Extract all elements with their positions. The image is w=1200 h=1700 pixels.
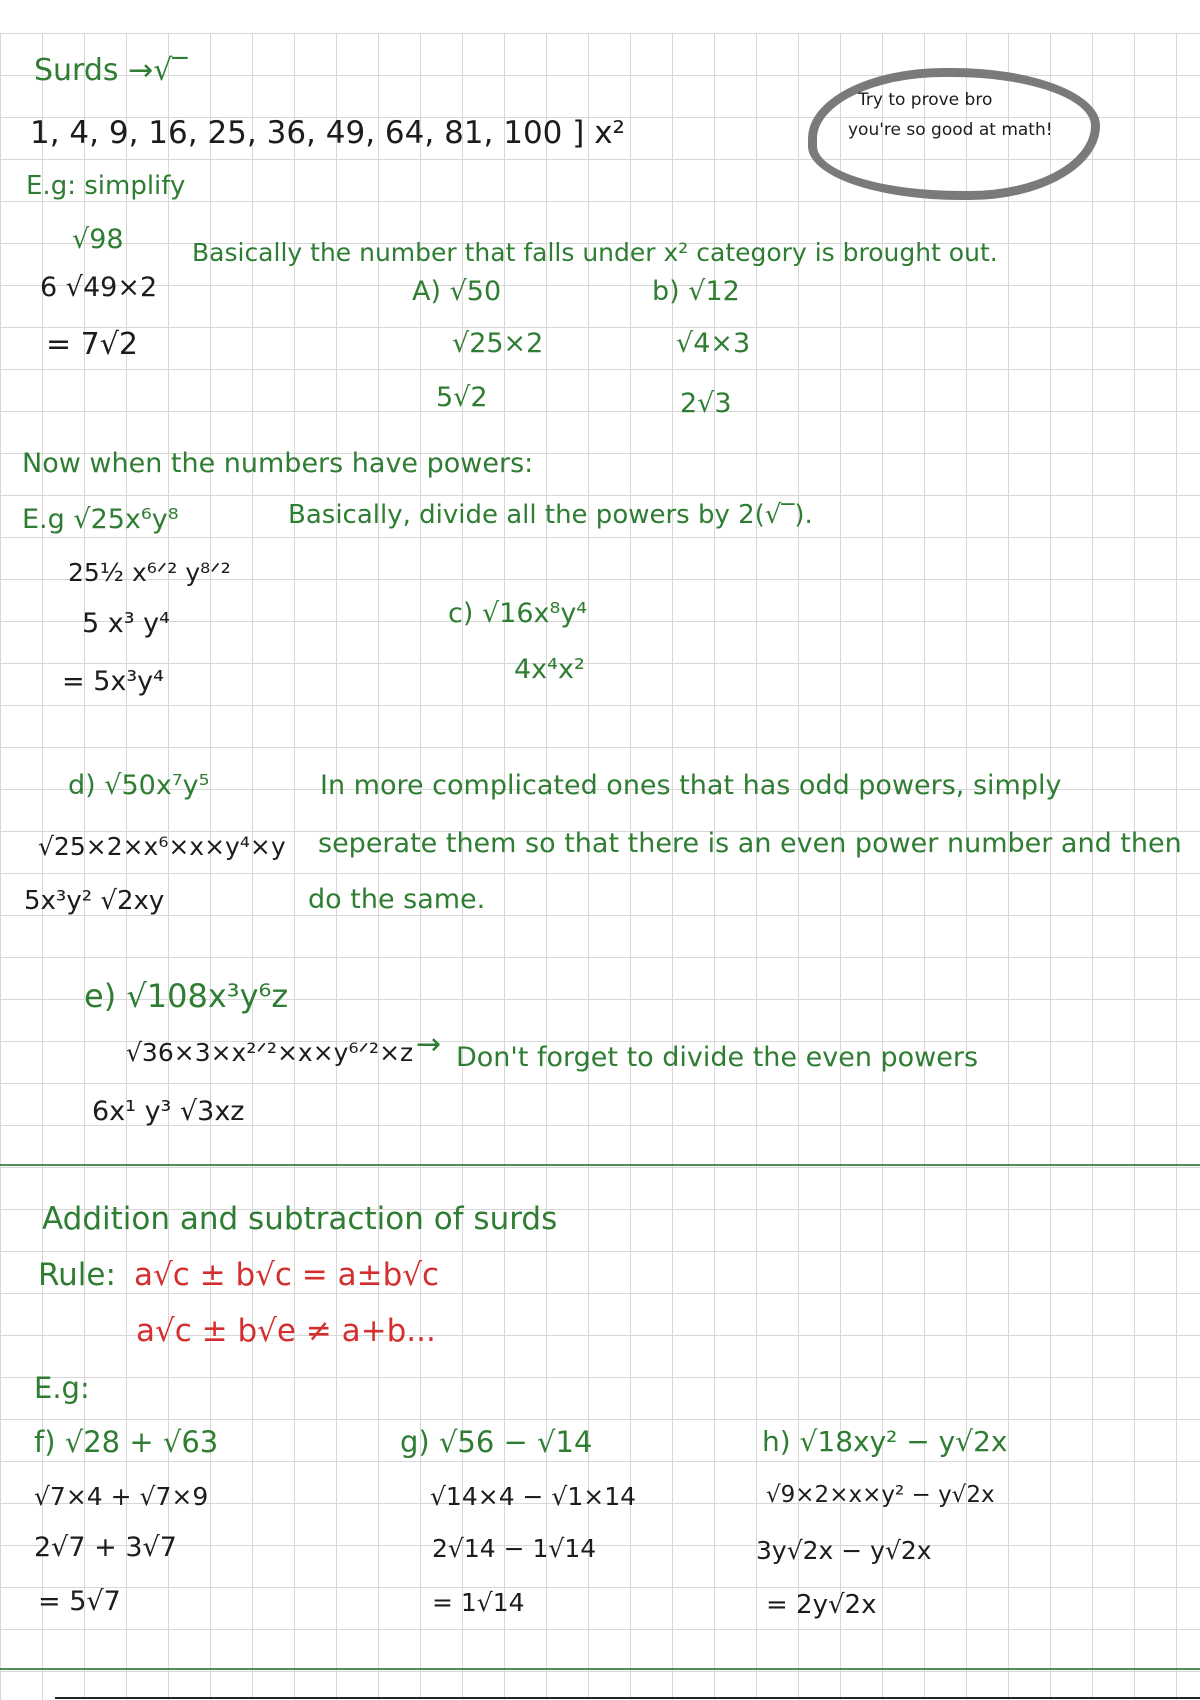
divide-powers-note: Basically, divide all the powers by 2(√‾). [288,500,813,530]
example-a-answer: 5√2 [436,382,488,413]
powers-step-2: 5 x³ y⁴ [82,608,170,639]
rule-1: a√c ± b√c = a±b√c [134,1257,440,1293]
rule-2: a√c ± b√e ≠ a+b... [136,1313,436,1349]
example-e-answer: 6x¹ y³ √3xz [92,1096,245,1127]
powers-result: = 5x³y⁴ [62,666,164,697]
section-divider [0,1164,1200,1166]
odd-powers-note-line2: seperate them so that there is an even power number and then [318,828,1182,859]
bottom-divider [0,1668,1200,1670]
page-title: Surds →√‾ [34,53,188,88]
eg-label: E.g: [34,1371,90,1405]
example-f-answer: = 5√7 [38,1586,121,1617]
example-h-step-1: √9×2×x×y² − y√2x [766,1482,995,1508]
example-e-arrow: → [416,1027,442,1062]
brought-out-note: Basically the number that falls under x² category is brought out. [192,238,998,267]
example-h-answer: = 2y√2x [766,1590,877,1620]
powers-example: E.g √25x⁶y⁸ [22,504,179,535]
bubble-text-line2: you're so good at math! [848,120,1053,140]
example-h-question: h) √18xy² − y√2x [762,1425,1008,1458]
powers-step-1: 25½ x⁶ᐟ² y⁸ᐟ² [68,558,231,587]
odd-powers-note-line1: In more complicated ones that has odd powers, simply [320,770,1062,801]
perfect-squares-list: 1, 4, 9, 16, 25, 36, 49, 64, 81, 100 ] x² [30,115,625,151]
example-e-question: e) √108x³y⁶z [84,977,289,1015]
example-g-step-2: 2√14 − 1√14 [432,1534,597,1563]
bubble-text-line1: Try to prove bro [858,90,993,110]
example-f-step-2: 2√7 + 3√7 [34,1532,177,1563]
addition-subtraction-heading: Addition and subtraction of surds [42,1201,558,1237]
powers-heading: Now when the numbers have powers: [22,448,534,479]
example-a-step: √25×2 [452,328,544,359]
example-a-question: A) √50 [412,276,502,307]
example-g-step-1: √14×4 − √1×14 [430,1482,637,1511]
rule-label: Rule: [38,1257,116,1293]
example-h-step-2: 3y√2x − y√2x [756,1536,932,1565]
example-c-question: c) √16x⁸y⁴ [448,598,588,629]
example-g-question: g) √56 − √14 [400,1425,593,1459]
result-7root2: = 7√2 [46,327,138,362]
root-49x2: 6 √49×2 [40,272,158,303]
even-powers-note: Don't forget to divide the even powers [456,1042,979,1073]
example-d-answer: 5x³y² √2xy [24,886,165,916]
example-d-step: √25×2×x⁶×x×y⁴×y [38,832,286,861]
root-98: √98 [72,224,124,255]
eg-simplify-label: E.g: simplify [26,171,186,201]
example-f-question: f) √28 + √63 [34,1425,219,1459]
example-f-step-1: √7×4 + √7×9 [34,1482,209,1511]
example-d-question: d) √50x⁷y⁵ [68,770,210,801]
example-g-answer: = 1√14 [432,1588,525,1617]
example-e-step: √36×3×x²ᐟ²×x×y⁶ᐟ²×z [126,1038,414,1067]
example-b-step: √4×3 [676,328,751,359]
example-c-answer: 4x⁴x² [514,654,585,685]
top-margin [0,0,1200,33]
example-b-question: b) √12 [652,276,740,307]
example-b-answer: 2√3 [680,388,732,419]
odd-powers-note-line3: do the same. [308,884,486,915]
page-edge-line [55,1697,1200,1699]
